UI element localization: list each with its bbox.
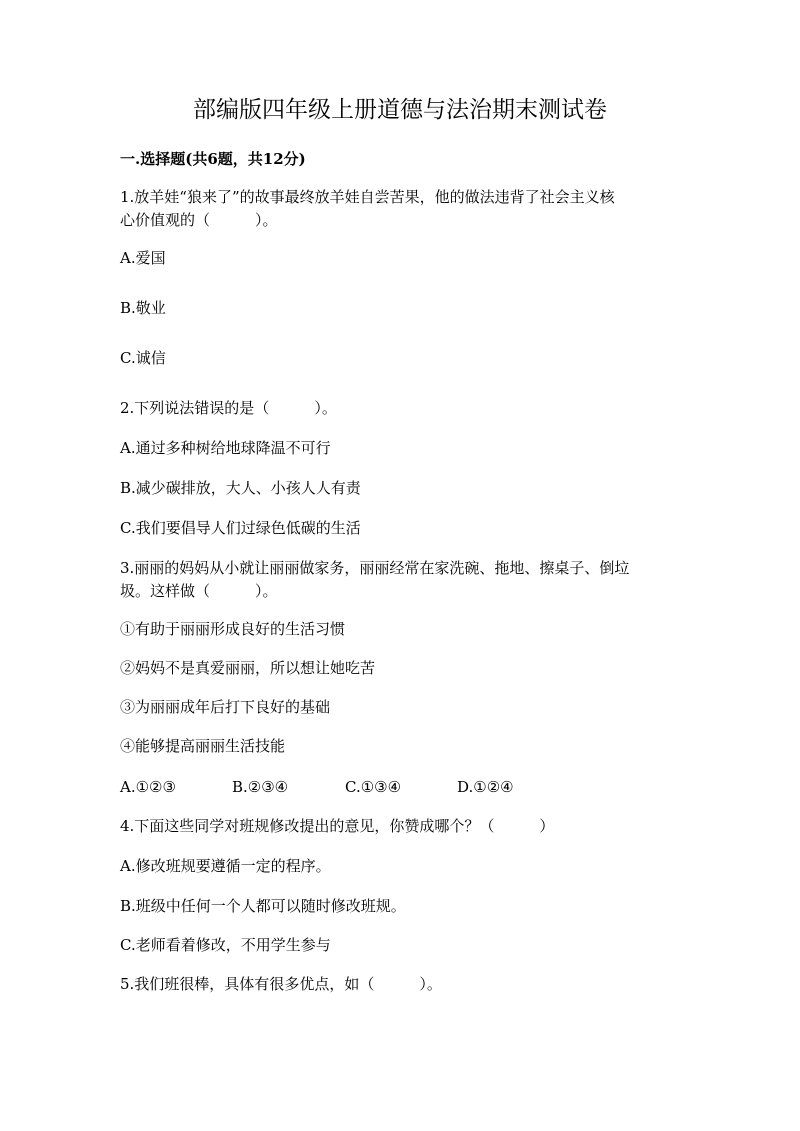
q3-statement-4: ④能够提高丽丽生活技能 <box>120 737 286 755</box>
q2-option-c: C.我们要倡导人们过绿色低碳的生活 <box>120 519 361 537</box>
exam-title: 部编版四年级上册道德与法治期末测试卷 <box>193 97 607 123</box>
q3-option-c: C.①③④ <box>345 778 402 796</box>
q2-option-b: B.减少碳排放，大人、小孩人人有责 <box>120 479 361 497</box>
q5-stem: 5.我们班很棒，具体有很多优点，如（ ）。 <box>120 975 442 993</box>
q3-statement-2: ②妈妈不是真爱丽丽，所以想让她吃苦 <box>120 659 376 677</box>
q1-option-b: B.敬业 <box>120 299 166 317</box>
q4-option-a: A.修改班规要遵循一定的程序。 <box>120 857 331 875</box>
q4-option-c: C.老师看着修改，不用学生参与 <box>120 936 331 954</box>
q3-statement-3: ③为丽丽成年后打下良好的基础 <box>120 698 331 716</box>
q2-stem: 2.下列说法错误的是（ ）。 <box>120 399 337 417</box>
q1-stem-line-2: 心价值观的（ ）。 <box>120 211 278 229</box>
q1-option-c: C.诚信 <box>120 349 166 367</box>
q3-stem-line-2: 圾。这样做（ ）。 <box>120 582 278 600</box>
q3-stem-line-1: 3.丽丽的妈妈从小就让丽丽做家务，丽丽经常在家洗碗、拖地、擦桌子、倒垃 <box>120 559 630 577</box>
q1-option-a: A.爱国 <box>120 249 166 267</box>
q2-option-a: A.通过多种树给地球降温不可行 <box>120 439 331 457</box>
q3-statement-1: ①有助于丽丽形成良好的生活习惯 <box>120 620 346 638</box>
q1-stem-line-1: 1.放羊娃“狼来了”的故事最终放羊娃自尝苦果，他的做法违背了社会主义核 <box>120 188 615 206</box>
q4-stem: 4.下面这些同学对班规修改提出的意见，你赞成哪个？（ ） <box>120 817 555 835</box>
q3-option-b: B.②③④ <box>232 778 289 796</box>
q4-option-b: B.班级中任何一个人都可以随时修改班规。 <box>120 897 406 915</box>
q3-option-d: D.①②④ <box>457 778 514 796</box>
q3-option-a: A.①②③ <box>120 778 176 796</box>
section-heading: 一.选择题(共6题，共12分) <box>120 150 306 168</box>
